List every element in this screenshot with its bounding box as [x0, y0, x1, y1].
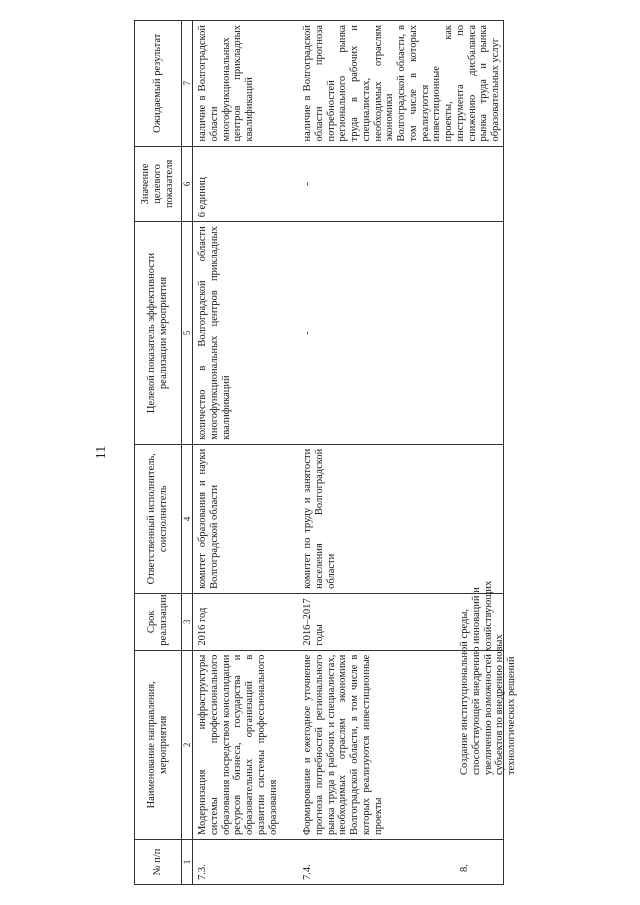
expected-result: наличие в Волгоградской области прогноза потребностей регионального рынка труда в рабочих и специалистах, необходимых отраслям экономики Волгоградской области, в том числе в которых реализуются инвестиционные проекты, как инструмента по снижению дисбаланса рынка труда и рынка образовательных услуг	[298, 21, 503, 147]
column-number: 2	[182, 650, 193, 839]
table-row	[193, 21, 299, 885]
table-header-row	[135, 21, 182, 885]
header-cell: Ожидаемый результат	[135, 21, 182, 147]
column-number: 3	[182, 593, 193, 650]
column-number: 1	[182, 840, 193, 885]
header-cell: Срок реализации	[135, 593, 182, 650]
column-number: 5	[182, 222, 193, 445]
measure-name: Формирование и ежегодное уточнение прогноза потребностей регионального рынка труда в рабочих и специалистах, необходимых отраслям экономики Волгоградской области, в том числе в которых реализуются инвестиционные проекты	[298, 650, 503, 839]
indicator-value: -	[298, 146, 503, 222]
term: 2016–2017 годы	[298, 593, 503, 650]
header-cell: Целевой показатель эффективности реализации мероприятия	[135, 222, 182, 445]
row-number: 7.4.	[298, 840, 503, 885]
header-cell: Наименование направления, мероприятия	[135, 650, 182, 839]
responsible: комитет по труду и занятости населения Волгоградской области	[298, 444, 503, 593]
term: 2016 год	[193, 593, 299, 650]
column-number-row	[182, 21, 193, 885]
indicator: -	[298, 222, 503, 445]
measure-name: Модернизация инфраструктуры системы профессионального образования посредством консолидации ресурсов бизнеса, государства и образовательных организаций в развитии системы профессионального образования	[193, 650, 299, 839]
row-number: 7.3.	[193, 840, 299, 885]
column-number: 7	[182, 21, 193, 147]
column-number: 6	[182, 146, 193, 222]
header-cell: Значение целевого показателя	[135, 146, 182, 222]
indicator-value: 6 единиц	[193, 146, 299, 222]
section-number: 8.	[459, 864, 470, 872]
section-title: Создание институциональной среды, способствующей внедрению инноваций и увеличению возможностей хозяйствующих субъектов по внедрению новых технологических решений	[459, 580, 517, 775]
header-cell: Ответственный исполнитель, соисполнитель	[135, 444, 182, 593]
measures-table	[134, 20, 504, 885]
expected-result: наличие в Волгоградской области многофункциональных центров прикладных квалификаций	[193, 21, 299, 147]
page-number: 11	[94, 445, 109, 460]
header-cell: № п/п	[135, 840, 182, 885]
column-number: 4	[182, 444, 193, 593]
indicator: количество в Волгоградской области многофункциональных центров прикладных квалификаций	[193, 222, 299, 445]
responsible: комитет образования и науки Волгоградской области	[193, 444, 299, 593]
